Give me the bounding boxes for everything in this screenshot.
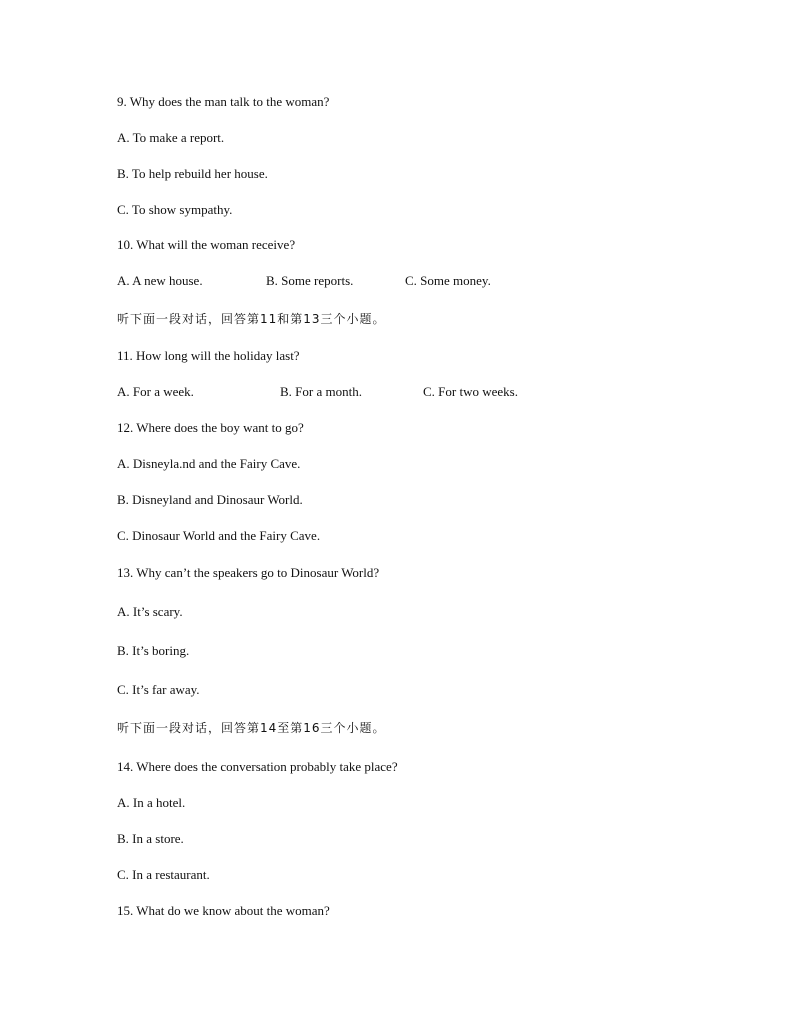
question-12: 12. Where does the boy want to go? [117,420,304,435]
option-12a: A. Disneyla.nd and the Fairy Cave. [117,456,301,471]
question-10: 10. What will the woman receive? [117,237,296,252]
option-13b: B. It’s boring. [117,643,190,658]
question-13: 13. Why can’t the speakers go to Dinosaur World? [117,565,380,580]
option-10c: C. Some money. [405,273,491,288]
option-13c: C. It’s far away. [117,682,200,697]
options-row-10 [0,273,794,289]
question-14: 14. Where does the conversation probably take place? [117,759,398,774]
question-15: 15. What do we know about the woman? [117,903,330,918]
option-14a: A. In a hotel. [117,795,186,810]
option-9c: C. To show sympathy. [117,202,233,217]
option-11a: A. For a week. [117,384,194,399]
option-11c: C. For two weeks. [423,384,518,399]
options-row-11 [0,384,794,400]
question-9: 9. Why does the man talk to the woman? [117,94,330,109]
section-instruction: 听下面一段对话，回答第11和第13三个小题。 [117,312,386,326]
option-9a: A. To make a report. [117,130,225,145]
option-12b: B. Disneyland and Dinosaur World. [117,492,303,507]
section-instruction: 听下面一段对话，回答第14至第16三个小题。 [117,721,386,735]
option-10b: B. Some reports. [266,273,354,288]
option-11b: B. For a month. [280,384,362,399]
option-12c: C. Dinosaur World and the Fairy Cave. [117,528,321,543]
option-14b: B. In a store. [117,831,184,846]
option-9b: B. To help rebuild her house. [117,166,268,181]
option-10a: A. A new house. [117,273,203,288]
question-11: 11. How long will the holiday last? [117,348,300,363]
option-14c: C. In a restaurant. [117,867,210,882]
option-13a: A. It’s scary. [117,604,183,619]
